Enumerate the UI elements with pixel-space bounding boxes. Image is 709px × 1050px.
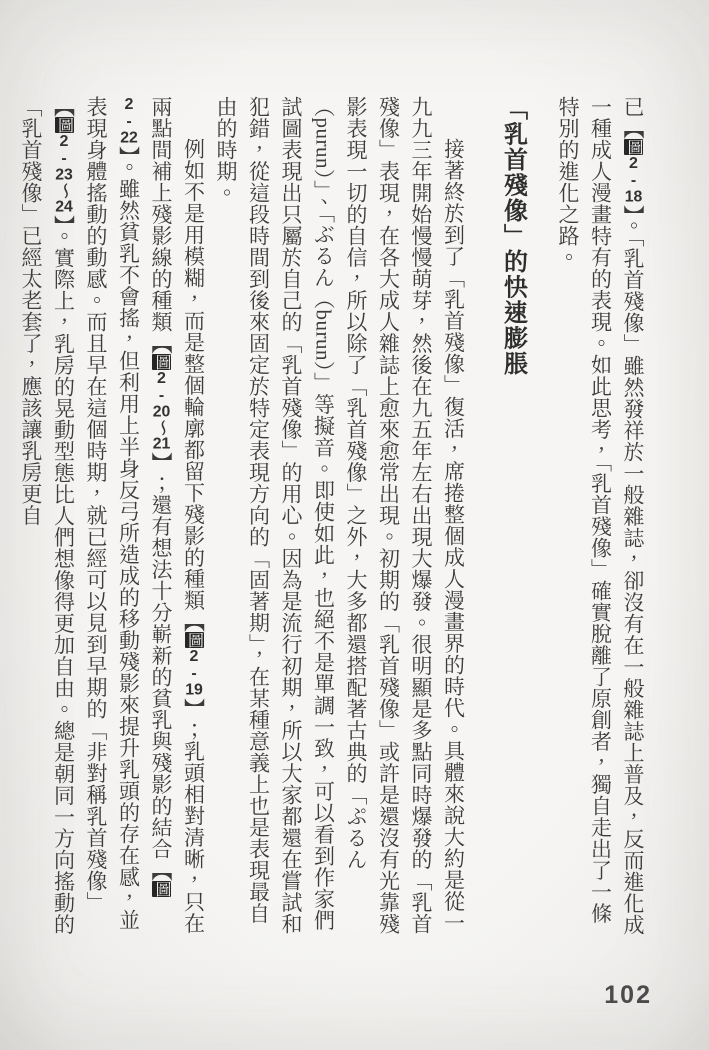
figure-number-part: - [55, 150, 73, 167]
figure-number-part: 19 [185, 682, 203, 698]
figure-number-part: - [153, 386, 170, 404]
figure-number-part: 2 [55, 133, 73, 150]
figure-reference: 【圖2-22】 [116, 96, 173, 897]
figure-badge-icon: 圖 [55, 117, 73, 133]
figure-number-part: 2 [185, 648, 203, 665]
paragraph-continuation: 已【圖2-18】。「乳首殘像」雖然發祥於一般雜誌，卻沒有在一般雜誌上普及，反而進化成一種成人漫畫特有的表現。如此思考，「乳首殘像」確實脫離了原創者，獨自走出了一條特別的進化之路。 [556, 96, 645, 936]
figure-reference: 【圖2-19】 [181, 611, 206, 719]
vertical-text-block [15, 96, 650, 938]
figure-number-part: 18 [624, 188, 643, 205]
figure-number-part: 21 [152, 435, 171, 452]
paragraph-body-2: 例如不是用模糊，而是整個輪廓都留下殘影的種類【圖2-19】；乳頭相對清晰，只在兩點間補上殘影線的種類【圖2-20～21】；還有想法十分嶄新的貧乳與殘影的結合【圖2-22】。雖然貧乳不會搖，但利用上半身反弓所造成的移動殘影來提升乳頭的存在感，並表現身體搖動的動感。而且早在這個時期，就已經可以見到早期的「非對稱乳首殘像」【圖2-23～24】。實際上，乳房的晃動型態比人們想像得更加自由。總是朝同一方向搖動的「乳首殘像」已經太老套了，應該讓乳房更自 [19, 96, 206, 935]
figure-number-part: 2 [120, 96, 138, 113]
figure-number-part: 2 [153, 369, 170, 387]
figure-number-part: 22 [120, 130, 138, 146]
figure-number-part: 2 [625, 154, 642, 172]
figure-reference: 【圖2-18】 [621, 117, 645, 215]
figure-badge-icon: 圖 [153, 880, 170, 897]
figure-number-part: - [185, 665, 203, 682]
figure-number-part: 23 [55, 167, 73, 183]
figure-number-part: - [625, 171, 642, 189]
figure-number-part: ～ [153, 419, 170, 436]
figure-number-part: 24 [55, 199, 73, 215]
figure-badge-icon: 圖 [185, 632, 203, 648]
figure-badge-icon: 圖 [153, 353, 170, 370]
figure-reference: 【圖2-20～21】 [149, 332, 173, 473]
figure-badge-icon: 圖 [625, 138, 642, 155]
figure-number-part: ～ [55, 183, 73, 199]
figure-number-part: 20 [152, 403, 171, 420]
figure-number-part: - [120, 113, 138, 130]
figure-reference: 【圖2-23～24】 [51, 96, 76, 226]
section-heading: 「乳首殘像」的快速膨脹 [499, 96, 526, 377]
paragraph-body-1: 接著終於到了「乳首殘像」復活，席捲整個成人漫畫界的時代。具體來說大約是從一九九三年開始慢慢萌芽，然後在九五年左右出現大爆發。很明顯是多點同時爆發的「乳首殘像」表現，在各大成人雜誌上愈來愈常出現。初期的「乳首殘像」或許是還沒有光靠殘影表現一切的自信，所以除了「乳首殘像」之外，大多都還搭配著古典的「ぷるん（purun）」、「ぶるん（burun）」等擬音。即使如此，也絕不是單調一致，可以看到作家們試圖表現出只屬於自己的「乳首殘像」的用心。因為是流行初期，所以大家都還在嘗試和犯錯，從這段時間到後來固定於特定表現方向的「固著期」，在某種意義上也是表現最自由的時期。 [214, 96, 466, 935]
page-number: 102 [604, 981, 652, 1009]
